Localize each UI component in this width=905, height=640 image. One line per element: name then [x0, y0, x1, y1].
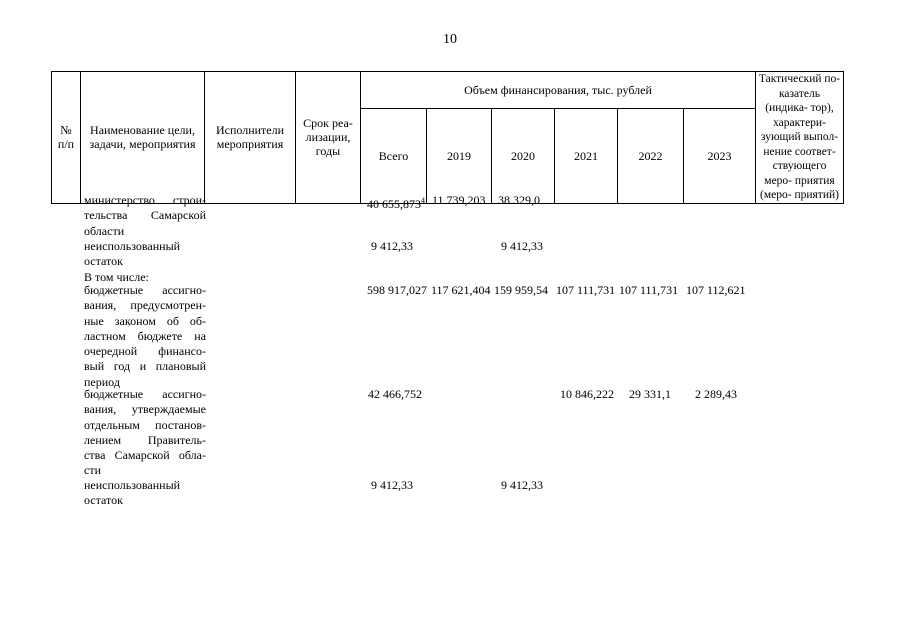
- row-2022-budget-decree: 29 331,1: [629, 387, 671, 401]
- row-label-budget-law: бюджетные ассигно- вания, предусмотрен- ные законом об об- ластном бюджете на очередной финансо- вый год и плановый период: [84, 283, 206, 389]
- row-total-budget-decree: 42 466,752: [368, 387, 422, 401]
- row-total-ministry: 40 655,873$^4$: [367, 196, 425, 211]
- header-col-total: Всего: [361, 109, 427, 203]
- header-funding: Объем финансирования, тыс. рублей: [361, 72, 756, 109]
- row-2021-budget-decree: 10 846,222: [560, 387, 614, 401]
- row-label-ministry: министерство строи- тельства Самарской области: [84, 193, 206, 238]
- table-header: [51, 71, 844, 204]
- page-number: 10: [443, 32, 457, 47]
- row-label-including: В том числе:: [84, 270, 149, 284]
- header-col-2023: 2023: [684, 109, 756, 203]
- row-label-unused-1: неиспользованный остаток: [84, 239, 181, 269]
- row-label-unused-2: неиспользованный остаток: [84, 478, 181, 508]
- header-term: Срок реа- лизации, годы: [296, 72, 361, 204]
- row-2021-budget-law: 107 111,731: [556, 283, 616, 297]
- header-col-2020: 2020: [492, 109, 555, 203]
- header-col-2019: 2019: [427, 109, 492, 203]
- header-num: № п/п: [52, 72, 81, 204]
- header-col-2022: 2022: [618, 109, 684, 203]
- row-2020-ministry: 38 329,0: [498, 193, 540, 207]
- row-2022-budget-law: 107 111,731: [619, 283, 679, 297]
- row-total-unused-2: 9 412,33: [371, 478, 413, 492]
- row-2023-budget-decree: 2 289,43: [695, 387, 737, 401]
- row-label-budget-decree: бюджетные ассигно- вания, утверждаемые отдельным постанов- лением Правитель- ства Самарской обла- сти: [84, 387, 206, 478]
- header-name: Наименование цели, задачи, мероприятия: [81, 72, 205, 204]
- row-2023-budget-law: 107 112,621: [686, 283, 746, 297]
- row-total-budget-law: 598 917,027: [367, 283, 427, 297]
- row-2020-unused-1: 9 412,33: [501, 239, 543, 253]
- header-executors: Исполнители мероприятия: [205, 72, 296, 204]
- row-2020-unused-2: 9 412,33: [501, 478, 543, 492]
- header-col-2021: 2021: [555, 109, 618, 203]
- row-total-unused-1: 9 412,33: [371, 239, 413, 253]
- header-indicator: Тактический по- казатель (индика- тор), характери- зующий выпол- нение соответ- ствующего меро- приятия (меро- приятий): [756, 72, 844, 204]
- row-2020-budget-law: 159 959,54: [494, 283, 548, 297]
- row-2019-ministry: 11 739,203: [432, 193, 486, 207]
- row-2019-budget-law: 117 621,404: [431, 283, 491, 297]
